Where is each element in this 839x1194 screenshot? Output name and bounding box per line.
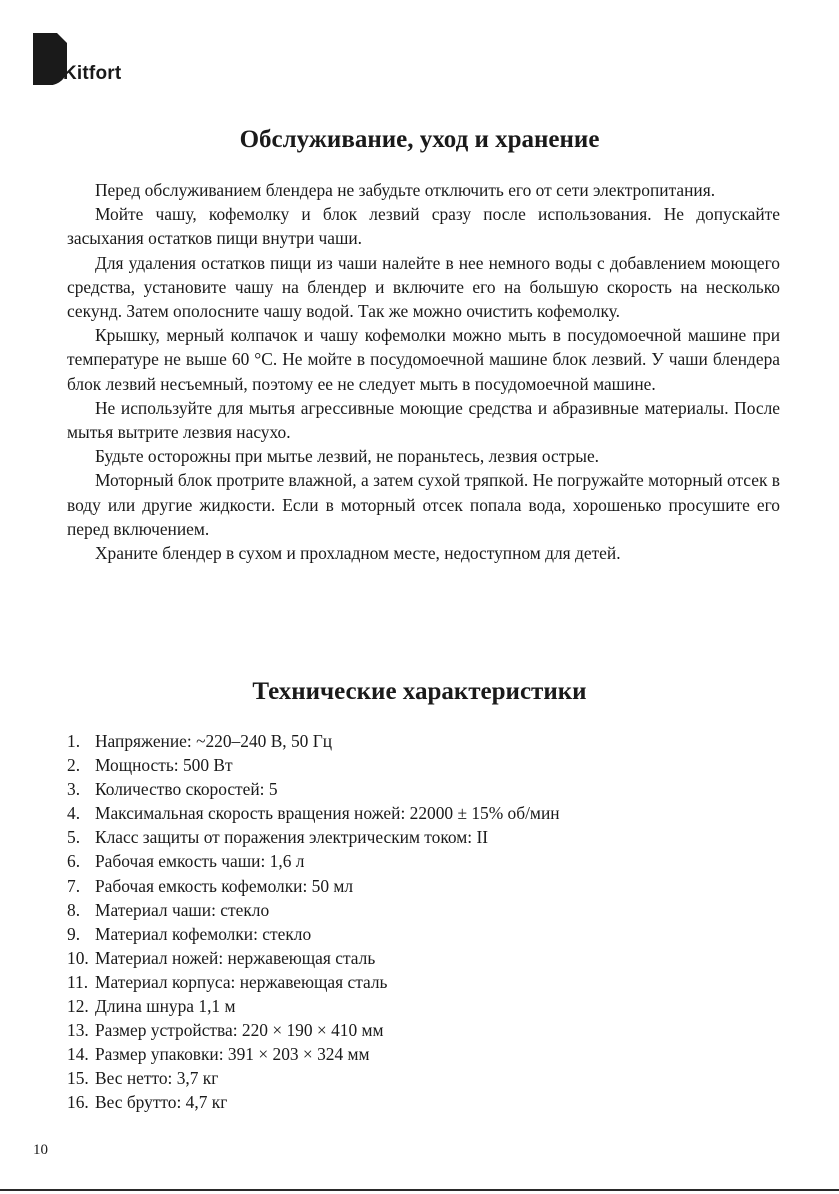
spec-number: 10. bbox=[67, 947, 89, 968]
spec-number: 5. bbox=[67, 827, 81, 848]
spec-item bbox=[67, 801, 780, 825]
spec-text: Рабочая емкость кофемолки: 50 мл bbox=[95, 875, 354, 896]
spec-text: Размер упаковки: 391 × 203 × 324 мм bbox=[95, 1044, 370, 1065]
spec-number: 16. bbox=[67, 1092, 89, 1113]
spec-item bbox=[67, 825, 780, 849]
spec-item bbox=[67, 1066, 780, 1090]
spec-item bbox=[67, 1018, 780, 1042]
section-title-specs: Технические характеристики bbox=[252, 678, 587, 705]
spec-text: Мощность: 500 Вт bbox=[95, 755, 233, 776]
spec-item bbox=[67, 849, 780, 873]
paragraph: Для удаления остатков пищи из чаши налейте в нее немного воды с добавлением моющего средства, установите чашу на блендер и включите его на большую скорость на несколько секунд. Затем ополосните чашу водой. Так же можно очистить кофемолку. bbox=[67, 252, 780, 322]
spec-number: 4. bbox=[67, 803, 81, 824]
spec-text: Материал чаши: стекло bbox=[95, 899, 270, 920]
spec-number: 11. bbox=[67, 971, 89, 992]
spec-text: Материал кофемолки: стекло bbox=[95, 923, 312, 944]
spec-text: Материал ножей: нержавеющая сталь bbox=[95, 947, 376, 968]
spec-item bbox=[67, 753, 780, 777]
spec-item bbox=[67, 729, 780, 753]
brand-name: Kitfort bbox=[63, 63, 122, 84]
spec-item bbox=[67, 946, 780, 970]
paragraph: Будьте осторожны при мытье лезвий, не пораньтесь, лезвия острые. bbox=[95, 446, 600, 467]
spec-number: 9. bbox=[67, 923, 81, 944]
spec-text: Класс защиты от поражения электрическим током: II bbox=[95, 827, 489, 848]
spec-text: Материал корпуса: нержавеющая сталь bbox=[95, 971, 388, 992]
spec-item bbox=[67, 1090, 780, 1114]
spec-number: 14. bbox=[67, 1044, 89, 1065]
paragraph: Перед обслуживанием блендера не забудьте отключить его от сети электропитания. bbox=[95, 180, 716, 200]
kitfort-logo-icon bbox=[33, 33, 67, 85]
spec-item bbox=[67, 898, 780, 922]
spec-text: Длина шнура 1,1 м bbox=[95, 996, 236, 1017]
bottom-divider bbox=[0, 1189, 839, 1191]
spec-item bbox=[67, 994, 780, 1018]
maintenance-text bbox=[67, 178, 780, 565]
spec-text: Размер устройства: 220 × 190 × 410 мм bbox=[95, 1020, 384, 1041]
paragraph: Не используйте для мытья агрессивные моющие средства и абразивные материалы. После мытья вытрите лезвия насухо. bbox=[67, 397, 780, 443]
section-title-maintenance: Обслуживание, уход и хранение bbox=[239, 126, 600, 153]
spec-number: 1. bbox=[67, 731, 81, 751]
spec-item bbox=[67, 1042, 780, 1066]
spec-text: Напряжение: ~220–240 В, 50 Гц bbox=[95, 731, 333, 751]
spec-number: 12. bbox=[67, 996, 89, 1017]
spec-number: 13. bbox=[67, 1020, 89, 1041]
spec-number: 7. bbox=[67, 875, 81, 896]
spec-text: Вес брутто: 4,7 кг bbox=[95, 1092, 228, 1113]
spec-number: 6. bbox=[67, 851, 81, 872]
paragraph: Мойте чашу, кофемолку и блок лезвий сразу после использования. Не допускайте засыхания остатков пищи внутри чаши. bbox=[67, 204, 780, 249]
spec-item bbox=[67, 777, 780, 801]
brand-logo bbox=[33, 33, 153, 85]
spec-text: Максимальная скорость вращения ножей: 22000 ± 15% об/мин bbox=[95, 803, 560, 824]
paragraph: Храните блендер в сухом и прохладном месте, недоступном для детей. bbox=[95, 543, 621, 564]
spec-item bbox=[67, 874, 780, 898]
spec-number: 2. bbox=[67, 755, 81, 776]
spec-text: Рабочая емкость чаши: 1,6 л bbox=[95, 851, 305, 872]
spec-text: Количество скоростей: 5 bbox=[95, 779, 278, 800]
spec-item bbox=[67, 970, 780, 994]
spec-number: 8. bbox=[67, 899, 81, 920]
spec-number: 15. bbox=[67, 1068, 89, 1089]
page-number: 10 bbox=[33, 1142, 48, 1158]
spec-text: Вес нетто: 3,7 кг bbox=[95, 1068, 219, 1089]
paragraph: Моторный блок протрите влажной, а затем сухой тряпкой. Не погружайте моторный отсек в воду или другие жидкости. Если в моторный отсек попала вода, хорошенько просушите его перед включением. bbox=[67, 470, 780, 539]
specs-list bbox=[67, 729, 780, 1115]
spec-number: 3. bbox=[67, 779, 81, 800]
paragraph: Крышку, мерный колпачок и чашу кофемолки можно мыть в посудомоечной машине при температуре не выше 60 °С. Не мойте в посудомоечной машине блок лезвий. У чаши блендера блок лезвий несъемный, поэтому ее не следует мыть в посудомоечной машине. bbox=[67, 325, 780, 394]
spec-item bbox=[67, 922, 780, 946]
